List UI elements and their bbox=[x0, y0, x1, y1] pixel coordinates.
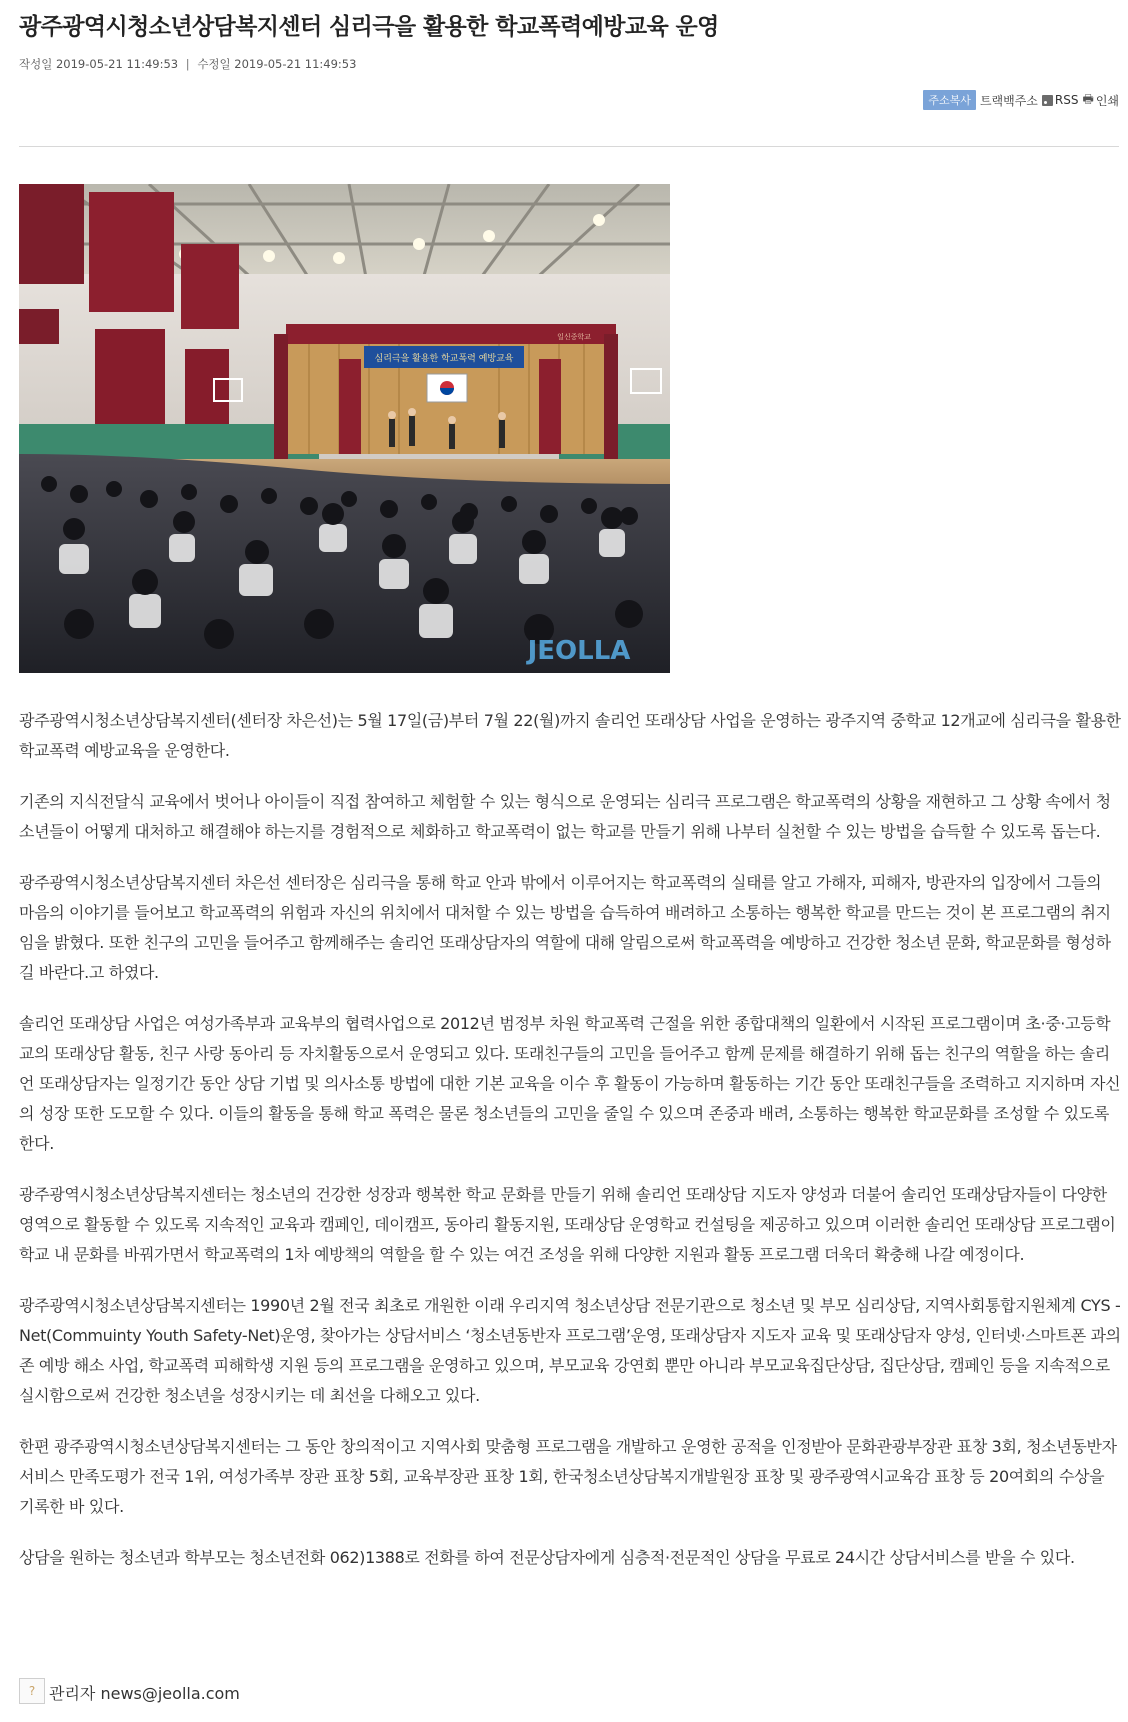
article-photo bbox=[19, 184, 670, 673]
stage-banner-text: 심리극을 활용한 학교폭력 예방교육 bbox=[374, 354, 514, 364]
reporter-avatar-icon: ? bbox=[19, 1678, 45, 1704]
article-paragraph: 광주광역시청소년상담복지센터 차은선 센터장은 심리극을 통해 학교 안과 밖에서 이루어지는 학교폭력의 실태를 알고 가해자, 피해자, 방관자의 입장에서 그들의 마음의 이야기를 들어보고 학교폭력의 위험과 자신의 위치에서 대처할 수 있는 방법을 습득하여 배려하고 소통하는 행복한 학교를 만드는 것이 본 프로그램의 취지임을 밝혔다. 또한 친구의 고민을 들어주고 함께해주는 솔리언 또래상담자의 역할에 대해 알림으로써 학교폭력을 예방하고 건강한 청소년 문화, 학교문화를 형성하길 바란다.고 하였다. bbox=[19, 873, 1111, 982]
rss-link[interactable] bbox=[1042, 93, 1079, 107]
article-meta bbox=[19, 56, 356, 72]
created-date: 2019-05-21 11:49:53 bbox=[55, 57, 179, 71]
article-paragraph: 솔리언 또래상담 사업은 여성가족부과 교육부의 협력사업으로 2012년 범정부 차원 학교폭력 근절을 위한 종합대책의 일환에서 시작된 프로그램이며 초·중·고등학교의 또래상담 활동, 친구 사랑 동아리 등 자치활동으로서 운영되고 있다. 또래친구들의 고민을 들어주고 함께 문제를 해결하기 위해 돕는 친구의 역할을 하는 솔리언 또래상담자는 일정기간 동안 상담 기법 및 의사소통 방법에 대한 기본 교육을 이수 후 활동이 가능하며 활동하는 기간 동안 또래친구들을 조력하고 지지하며 자신의 성장 또한 도모할 수 있다. 이들의 활동을 통해 학교 폭력은 물론 청소년들의 고민을 줄일 수 있으며 존중과 배려, 소통하는 행복한 학교문화를 조성할 수 있도록 한다. bbox=[19, 1014, 1121, 1153]
article-title: 광주광역시청소년상담복지센터 심리극을 활용한 학교폭력예방교육 운영 bbox=[19, 14, 719, 40]
print-link[interactable] bbox=[1082, 90, 1119, 111]
article-paragraph: 기존의 지식전달식 교육에서 벗어나 아이들이 직접 참여하고 체험할 수 있는 형식으로 운영되는 심리극 프로그램은 학교폭력의 상황을 재현하고 그 상황 속에서 청소년들이 어떻게 대처하고 해결해야 하는지를 경험적으로 체화하고 학교폭력이 없는 학교를 만들기 위해 나부터 실천할 수 있는 방법을 습득할 수 있도록 돕는다. bbox=[19, 792, 1111, 841]
article-paragraph: 광주광역시청소년상담복지센터는 1990년 2월 전국 최초로 개원한 이래 우리지역 청소년상담 전문기관으로 청소년 및 부모 심리상담, 지역사회통합지원체계 CYS -Net(Commuinty Youth Safety-Net)운영, 찾아가는 상담서비스 ‘청소년동반자 프로그램’운영, 또래상담자 지도자 교육 및 또래상담자 양성, 인터넷·스마트폰 과의존 예방 해소 사업, 학교폭력 피해학생 지원 등의 프로그램을 운영하고 있으며, 부모교육 강연회 뿐만 아니라 부모교육집단상담, 집단상담, 캠페인 등을 지속적으로 실시함으로써 건강한 청소년을 성장시키는 데 최선을 다해오고 있다. bbox=[19, 1296, 1121, 1405]
article-body bbox=[19, 706, 1121, 1594]
printer-icon: 🖶 bbox=[1082, 91, 1094, 106]
rss-label: RSS bbox=[1054, 93, 1079, 107]
created-label: 작성일 bbox=[19, 57, 53, 71]
modified-label: 수정일 bbox=[197, 57, 231, 71]
trackback-label: 트랙백주소 bbox=[979, 93, 1038, 108]
trackback-link[interactable] bbox=[980, 92, 1038, 109]
article-paragraph: 광주광역시청소년상담복지센터(센터장 차은선)는 5월 17일(금)부터 7월 22(월)까지 솔리언 또래상담 사업을 운영하는 광주지역 중학교 12개교에 심리극을 활용한 학교폭력 예방교육을 운영한다. bbox=[19, 711, 1121, 760]
reporter-text[interactable]: 관리자 news@jeolla.com bbox=[49, 1684, 240, 1703]
reporter-info bbox=[19, 1678, 240, 1704]
meta-separator: | bbox=[185, 57, 190, 71]
article-tools bbox=[923, 90, 1119, 110]
school-sign-text: 일신중학교 bbox=[557, 333, 591, 341]
article-paragraph: 한편 광주광역시청소년상담복지센터는 그 동안 창의적이고 지역사회 맞춤형 프로그램을 개발하고 운영한 공적을 인정받아 문화관광부장관 표창 3회, 청소년동반자서비스 만족도평가 전국 1위, 여성가족부 장관 표창 5회, 교육부장관 표창 1회, 한국청소년상담복지개발원장 표창 및 광주광역시교육감 표창 등 20여회의 수상을 기록한 바 있다. bbox=[19, 1437, 1117, 1516]
article-paragraph: 상담을 원하는 청소년과 학부모는 청소년전화 062)1388로 전화를 하여 전문상담자에게 심층적·전문적인 상담을 무료로 24시간 상담서비스를 받을 수 있다. bbox=[19, 1548, 1075, 1567]
header-divider bbox=[19, 146, 1119, 147]
photo-watermark: JEOLLA bbox=[527, 636, 631, 666]
rss-icon bbox=[1042, 95, 1053, 106]
modified-date: 2019-05-21 11:49:53 bbox=[234, 57, 357, 71]
article-paragraph: 광주광역시청소년상담복지센터는 청소년의 건강한 성장과 행복한 학교 문화를 만들기 위해 솔리언 또래상담 지도자 양성과 더불어 솔리언 또래상담자들이 다양한 영역으로 활동할 수 있도록 지속적인 교육과 캠페인, 데이캠프, 동아리 활동지원, 또래상담 운영학교 컨설팅을 제공하고 있으며 이러한 솔리언 또래상담 프로그램이 학교 내 문화를 바꿔가면서 학교폭력의 1차 예방책의 역할을 할 수 있는 여건 조성을 위해 다양한 지원과 활동 프로그램 더욱더 확충해 나갈 예정이다. bbox=[19, 1185, 1116, 1264]
print-label: 인쇄 bbox=[1095, 93, 1119, 108]
copy-url-button[interactable]: 주소복사 bbox=[923, 90, 976, 110]
